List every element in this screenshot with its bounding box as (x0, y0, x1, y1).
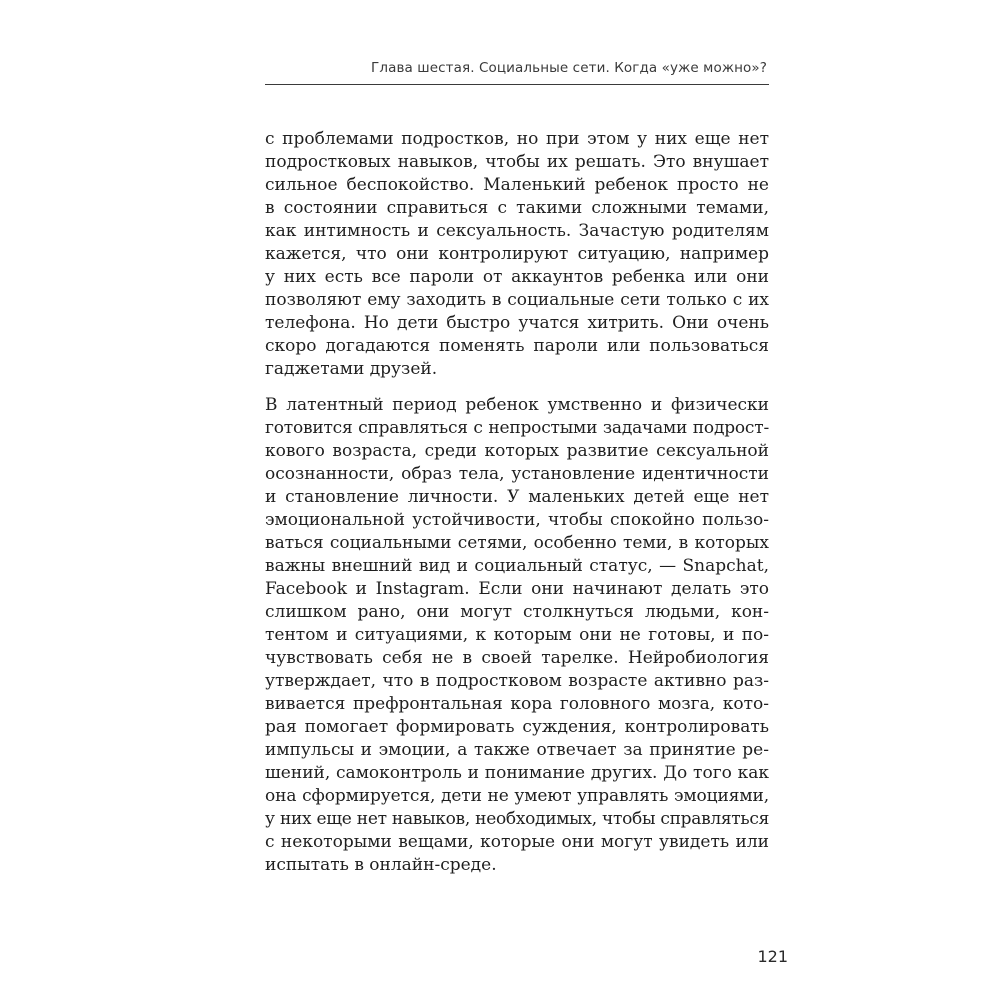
body-text (265, 128, 769, 877)
paragraph-1-line: у них есть все пароли от аккаунтов ребенка или они (265, 267, 769, 287)
paragraph-1-line: телефона. Но дети быстро учатся хитрить. Они очень (265, 313, 769, 333)
paragraph-2-line: тентом и ситуациями, к которым они не готовы, и по- (265, 625, 769, 645)
paragraph-2-line: утверждает, что в подростковом возрасте активно раз- (265, 671, 769, 691)
paragraph-2-line: важны внешний вид и социальный статус, — Snapchat, (265, 556, 769, 576)
paragraph-1-line: гаджетами друзей. (265, 359, 438, 379)
paragraph-2-line: чувствовать себя не в своей тарелке. Нейробиология (265, 648, 769, 668)
paragraph-1-line: с проблемами подростков, но при этом у них еще нет (265, 129, 769, 149)
page-number: 121 (757, 947, 788, 966)
paragraph-2-line: готовится справляться с непростыми задачами подрост- (265, 418, 769, 438)
running-header (265, 56, 769, 85)
paragraph-1-line: сильное беспокойство. Маленький ребенок просто не (265, 175, 769, 195)
paragraph-2-line: рая помогает формировать суждения, контролировать (265, 717, 769, 737)
paragraph-spacer (265, 381, 769, 394)
paragraph-2-line: В латентный период ребенок умственно и физически (265, 395, 769, 415)
paragraph-2-line: осознанности, образ тела, установление идентичности (265, 464, 769, 484)
paragraph-2-line: кового возраста, среди которых развитие сексуальной (265, 441, 769, 461)
paragraph-2-line: эмоциональной устойчивости, чтобы спокойно пользо- (265, 510, 769, 530)
paragraph-2-line: и становление личности. У маленьких детей еще нет (265, 487, 769, 507)
paragraph-2-line: у них еще нет навыков, необходимых, чтобы справляться (265, 809, 769, 829)
paragraph-2-line: слишком рано, они могут столкнуться людьми, кон- (265, 602, 769, 622)
paragraph-2-line: импульсы и эмоции, а также отвечает за принятие ре- (265, 740, 769, 760)
paragraph-1-line: позволяют ему заходить в социальные сети только с их (265, 290, 769, 310)
paragraph-2-line: шений, самоконтроль и понимание других. До того как (265, 763, 769, 783)
paragraph-2-line: испытать в онлайн-среде. (265, 855, 497, 875)
running-header-title: Глава шестая. Социальные сети. Когда «уже можно»? (371, 60, 767, 76)
paragraph-2-line: Facebook и Instagram. Если они начинают делать это (265, 579, 769, 599)
paragraph-2-line: она сформируется, дети не умеют управлять эмоциями, (265, 786, 769, 806)
paragraph-2-line: вивается префронтальная кора головного мозга, кото- (265, 694, 769, 714)
paragraph-2-line: с некоторыми вещами, которые они могут увидеть или (265, 832, 769, 852)
paragraph-2-line: ваться социальными сетями, особенно теми, в которых (265, 533, 769, 553)
paragraph-1-line: кажется, что они контролируют ситуацию, например (265, 244, 769, 264)
paragraph-1-line: в состоянии справиться с такими сложными темами, (265, 198, 769, 218)
paragraph-1-line: скоро догадаются поменять пароли или пользоваться (265, 336, 769, 356)
paragraph-1-line: как интимность и сексуальность. Зачастую родителям (265, 221, 769, 241)
paragraph-1-line: подростковых навыков, чтобы их решать. Это внушает (265, 152, 769, 172)
